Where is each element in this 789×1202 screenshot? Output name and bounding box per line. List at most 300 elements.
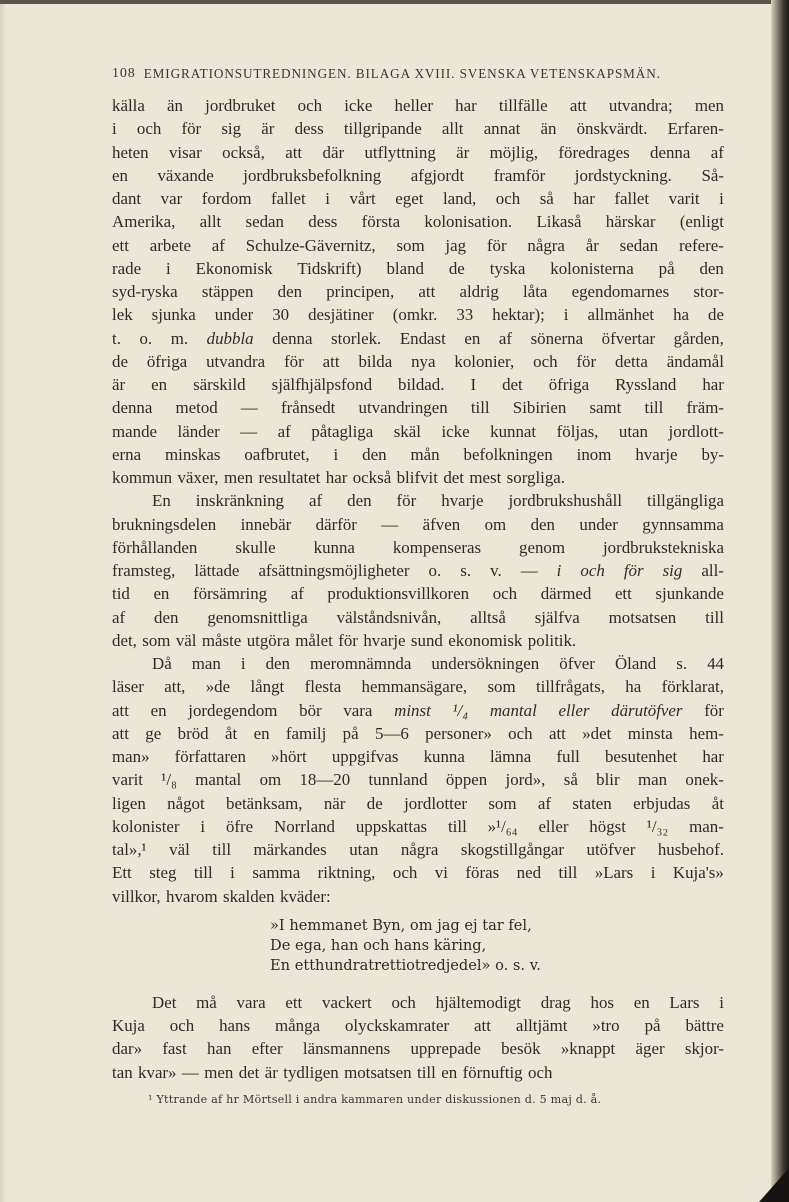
text-line xyxy=(112,350,724,373)
word: — xyxy=(240,421,258,441)
word: motsatsen xyxy=(608,607,677,627)
word: »de xyxy=(205,677,231,697)
word: varit xyxy=(668,189,700,208)
word: fordom xyxy=(201,189,252,208)
text-line xyxy=(112,489,724,512)
word: vackert xyxy=(322,992,372,1012)
word: tyska xyxy=(489,258,526,278)
word: de xyxy=(366,793,383,813)
word: på xyxy=(644,1016,661,1035)
word: och xyxy=(528,1062,553,1082)
word: af xyxy=(498,328,512,348)
word: att xyxy=(569,96,587,115)
word: dar» xyxy=(112,1039,143,1059)
word: hvarje xyxy=(363,630,406,650)
word: tid xyxy=(112,584,130,604)
word: hvarje xyxy=(635,444,678,464)
word: eller xyxy=(538,816,569,836)
word: gynnsamma xyxy=(642,514,724,534)
word: i xyxy=(230,863,235,883)
word: en xyxy=(464,328,481,348)
word: stor- xyxy=(693,282,724,301)
word: samma xyxy=(252,863,301,883)
word: länder xyxy=(177,421,220,441)
running-header xyxy=(112,60,724,82)
word: föredrages xyxy=(558,142,630,162)
word: länsmannens xyxy=(302,1039,391,1059)
word: jordegendom xyxy=(188,700,278,720)
word: den xyxy=(362,444,387,464)
word: fallet xyxy=(271,189,306,208)
text-line xyxy=(112,466,724,489)
word: gården, xyxy=(673,328,724,348)
word: Tidskrift) xyxy=(297,258,362,278)
word: af xyxy=(112,607,126,627)
word: En xyxy=(152,491,171,511)
word: den xyxy=(265,654,290,673)
word: fast xyxy=(162,1039,187,1059)
text-line xyxy=(112,303,724,326)
word: är xyxy=(456,142,470,162)
word: mest xyxy=(469,468,502,487)
word: något xyxy=(167,793,205,813)
text-line xyxy=(112,1061,724,1084)
word: jordlotter xyxy=(404,793,467,813)
word: detta xyxy=(615,351,648,371)
word: betänksam, xyxy=(226,793,303,813)
word: möjlig, xyxy=(489,142,538,162)
word: och xyxy=(508,723,533,743)
word: det xyxy=(238,1062,260,1082)
word: i xyxy=(333,444,339,464)
word: inom xyxy=(576,444,612,464)
word: villkor, xyxy=(112,886,161,906)
text-line xyxy=(112,396,724,419)
word: den xyxy=(277,282,303,301)
word: öfriga xyxy=(146,351,188,371)
word: tydligen xyxy=(283,1062,339,1082)
word: steg xyxy=(149,863,177,883)
word: sjunkande xyxy=(655,584,724,604)
word: hvarje xyxy=(441,491,484,511)
text-line xyxy=(112,861,724,884)
word: familj xyxy=(285,723,327,743)
word: minst xyxy=(394,700,431,720)
word: Norrland xyxy=(274,816,335,836)
word: Så- xyxy=(701,165,724,185)
word: hem- xyxy=(689,723,724,743)
word: utgöra xyxy=(246,630,290,650)
word: öfre xyxy=(225,816,254,836)
word: eller xyxy=(558,700,590,720)
word: tan xyxy=(112,1062,133,1082)
word: man xyxy=(637,770,668,790)
text-line xyxy=(112,420,724,443)
text-line xyxy=(112,768,724,791)
word: sedan xyxy=(619,235,659,255)
word: erbjudas xyxy=(633,793,691,813)
word: »hört xyxy=(271,747,307,766)
word: desjätiner xyxy=(308,305,374,325)
book-page xyxy=(112,60,724,1106)
word: mån xyxy=(410,444,440,464)
word: kolonier, xyxy=(454,351,515,371)
word: än xyxy=(540,119,557,139)
word: by- xyxy=(701,444,724,464)
word: att xyxy=(322,351,340,371)
word: land, xyxy=(442,189,477,208)
word: denna xyxy=(112,398,153,418)
word: om xyxy=(484,514,507,534)
word: att xyxy=(548,723,566,743)
word: kunna xyxy=(423,747,465,766)
word: för xyxy=(284,351,304,371)
word: bör xyxy=(299,700,322,720)
word: växer, xyxy=(177,468,219,487)
word: i xyxy=(165,258,171,278)
word: »¹/₆₄ xyxy=(487,816,518,836)
word: jag xyxy=(445,235,467,255)
word: — xyxy=(520,561,538,580)
verse-line: De ega, han och hans käring, xyxy=(270,936,487,954)
word: ned xyxy=(516,863,542,883)
word: denna xyxy=(650,142,691,162)
word: riktning, xyxy=(317,863,376,883)
word: därför xyxy=(315,514,357,534)
verse-line: »I hemmanet Byn, om jag ej tar fel, xyxy=(270,916,532,934)
word: i xyxy=(556,561,562,580)
word: det xyxy=(502,375,523,394)
word: bildad. xyxy=(398,375,445,394)
word: bilda xyxy=(358,351,393,371)
word: där xyxy=(322,142,345,162)
word: o. xyxy=(428,561,442,580)
word: meromnämnda xyxy=(310,654,412,673)
word: Ryssland xyxy=(615,375,677,394)
word: sjunka xyxy=(151,305,196,325)
word: att xyxy=(418,282,436,301)
book-spine-shadow xyxy=(771,0,789,1202)
text-line xyxy=(112,210,724,233)
text-line xyxy=(112,141,724,164)
word: jordbruksbefolkning xyxy=(243,165,382,185)
word: I xyxy=(470,375,477,394)
word: de xyxy=(112,351,128,371)
word: i xyxy=(650,863,656,883)
word: när xyxy=(323,793,346,813)
word: år xyxy=(585,235,599,255)
word: befolkningen xyxy=(463,444,553,464)
word: några xyxy=(527,235,565,255)
word: må xyxy=(196,992,217,1012)
text-line xyxy=(112,675,724,698)
word: storlek. xyxy=(331,328,382,348)
word: hvarom xyxy=(166,886,218,906)
word: vara xyxy=(236,992,266,1012)
word: kolonisterna xyxy=(550,258,634,278)
word: men xyxy=(223,468,254,487)
word: af xyxy=(710,142,724,162)
word: som xyxy=(396,235,425,255)
text-line xyxy=(112,257,724,280)
verse-line: En etthundratrettiotredjedel» o. s. v. xyxy=(270,956,541,974)
word: väl xyxy=(175,630,197,650)
word: också, xyxy=(222,142,265,162)
word: den xyxy=(699,258,724,278)
word: för xyxy=(704,700,724,720)
word: upprepade xyxy=(410,1039,481,1059)
word: källa xyxy=(112,96,145,115)
word: efter xyxy=(251,1039,283,1059)
word: önskvärdt. xyxy=(576,119,648,139)
word: besutenhet xyxy=(604,747,678,766)
word: en xyxy=(441,1062,458,1082)
word: några xyxy=(400,840,439,859)
word: framsteg, xyxy=(112,561,176,580)
word: af xyxy=(211,235,225,255)
word: att xyxy=(285,142,303,162)
word: som xyxy=(142,630,171,650)
word: öfver xyxy=(559,654,595,673)
word: af xyxy=(537,793,551,813)
word: ekonomisk xyxy=(448,630,523,650)
word: äfven xyxy=(422,514,461,534)
word: uppgifvas xyxy=(331,747,399,766)
text-line xyxy=(112,327,724,350)
word: den xyxy=(530,514,555,534)
word: all- xyxy=(701,561,724,580)
word: för xyxy=(486,235,507,255)
word: märkandes xyxy=(253,840,327,859)
word: har xyxy=(702,747,724,766)
word: han xyxy=(207,1039,232,1059)
footnote: ¹ Yttrande af hr Mörtsell i andra kammaren under diskussionen d. 5 maj d. å. xyxy=(148,1092,602,1106)
word: staten xyxy=(572,793,612,813)
word: olyckskamrater xyxy=(344,1016,450,1035)
text-line xyxy=(112,652,724,675)
word: att xyxy=(112,700,129,720)
word: till xyxy=(644,398,664,418)
word: är xyxy=(264,1062,278,1082)
word: kompenseras xyxy=(392,537,482,557)
word: man xyxy=(191,654,221,673)
word: genom xyxy=(519,537,565,557)
text-line xyxy=(112,234,724,257)
word: försämring xyxy=(192,584,268,604)
word: icke xyxy=(344,96,373,115)
word: eget xyxy=(395,189,424,208)
word: som xyxy=(487,677,516,697)
word: jordbrukstekniska xyxy=(602,537,724,557)
word: (omkr. xyxy=(392,305,438,325)
word: till xyxy=(470,398,490,418)
word: åt xyxy=(224,723,238,743)
word: Kuja's» xyxy=(672,863,724,883)
word: har xyxy=(573,189,595,208)
text-line xyxy=(112,187,724,210)
word: har xyxy=(455,96,477,115)
word: alltjämt xyxy=(515,1016,568,1035)
word: m. xyxy=(170,328,189,348)
text-line xyxy=(112,606,724,629)
word: egendomarnes xyxy=(571,282,670,301)
word: har xyxy=(325,468,348,487)
word: ändamål xyxy=(666,351,724,371)
word: läser xyxy=(112,677,144,697)
word: till xyxy=(417,1062,436,1082)
word: ett xyxy=(614,584,632,604)
word: i xyxy=(563,305,569,325)
word: afsättningsmöjligheter xyxy=(258,561,410,580)
word: 18—20 xyxy=(299,770,351,790)
word: skäl xyxy=(393,421,421,441)
word: på xyxy=(658,258,675,278)
word: följas, xyxy=(556,421,599,441)
text-line xyxy=(112,991,724,1014)
word: lek xyxy=(112,305,133,325)
word: Likaså xyxy=(536,212,582,232)
word: mantal xyxy=(195,770,242,790)
word: »Lars xyxy=(594,863,634,883)
word: öfriga xyxy=(548,375,590,394)
text-line xyxy=(112,629,724,652)
word: en xyxy=(112,165,128,185)
word: resultatet xyxy=(258,468,321,487)
word: ett xyxy=(285,992,303,1012)
word: den xyxy=(347,491,372,511)
word: Erfaren- xyxy=(667,119,724,139)
word: personer» xyxy=(425,723,492,743)
word: af xyxy=(290,584,304,604)
word: för xyxy=(338,630,358,650)
word: Kuja xyxy=(112,1016,145,1035)
word: Öland xyxy=(614,654,657,673)
word: till xyxy=(212,840,232,859)
word: heten xyxy=(112,142,149,162)
word: flesta xyxy=(304,677,342,697)
word: de xyxy=(448,258,465,278)
word: husbehof. xyxy=(657,840,724,859)
word: uppskattas xyxy=(355,816,428,836)
word: sig xyxy=(221,119,242,139)
word: skjor- xyxy=(684,1039,724,1059)
word: förnuftig xyxy=(462,1062,523,1082)
word: jordbruket xyxy=(205,96,276,115)
word: väl xyxy=(169,840,190,859)
word: att xyxy=(112,723,129,743)
word: mantal xyxy=(489,700,537,720)
word: på xyxy=(342,723,359,743)
word: förhållanden xyxy=(112,537,198,557)
word: hans xyxy=(219,1016,251,1035)
word: skalden xyxy=(223,886,275,906)
word: hjältemodigt xyxy=(435,992,521,1012)
word: och xyxy=(492,584,518,604)
word: inskränkning xyxy=(195,491,284,511)
word: ha xyxy=(625,677,642,697)
word: en xyxy=(253,723,270,743)
word: stäppen xyxy=(201,282,254,301)
word: äger xyxy=(635,1039,665,1059)
word: — xyxy=(240,398,258,418)
word: allmänhet xyxy=(587,305,655,325)
word: låta xyxy=(523,282,548,301)
word: Ett xyxy=(112,863,132,883)
word: undersökningen xyxy=(431,654,540,673)
word: blir xyxy=(596,770,620,790)
word: produktionsvillkoren xyxy=(327,584,470,604)
text-line xyxy=(112,94,724,117)
word: högst xyxy=(589,816,626,836)
word: »knappt xyxy=(560,1039,616,1059)
word: utan xyxy=(618,421,648,441)
word: ha xyxy=(673,305,690,325)
word: föras xyxy=(465,863,500,883)
word: lämna xyxy=(489,747,532,766)
page-left-edge xyxy=(0,0,6,1202)
text-line xyxy=(112,815,724,838)
word: författaren xyxy=(174,747,246,766)
word: en xyxy=(150,700,167,720)
word: jord», xyxy=(505,770,546,790)
word: nya xyxy=(411,351,436,371)
word: och xyxy=(495,189,521,208)
word: sönerna xyxy=(530,328,584,348)
word: en xyxy=(151,375,168,394)
word: s. xyxy=(460,561,472,580)
word: och xyxy=(297,96,323,115)
word: öppen xyxy=(445,770,488,790)
word: vi xyxy=(434,863,448,883)
word: 30 xyxy=(272,305,290,325)
word: vårt xyxy=(349,189,376,208)
word: är xyxy=(112,375,126,394)
word: politik. xyxy=(527,630,577,650)
word: sedan xyxy=(245,212,284,232)
word: man- xyxy=(689,816,724,836)
word: — xyxy=(381,514,399,534)
word: därutöfver xyxy=(611,700,683,720)
word: många xyxy=(275,1016,321,1035)
scan-corner-shadow xyxy=(759,1168,789,1202)
word: också xyxy=(352,468,392,487)
word: principen, xyxy=(326,282,395,301)
verse-quote xyxy=(270,916,724,976)
word: jordlott- xyxy=(668,421,724,441)
word: men xyxy=(204,1062,234,1082)
text-line xyxy=(112,722,724,745)
word: och xyxy=(169,1016,195,1035)
word: påtagliga xyxy=(311,421,374,441)
word: välståndsnivån, xyxy=(336,607,442,627)
word: metod xyxy=(175,398,218,418)
word: Det xyxy=(152,992,177,1012)
word: skulle xyxy=(235,537,276,557)
text-line xyxy=(112,582,724,605)
word: måste xyxy=(201,630,242,650)
word: 44 xyxy=(707,654,724,673)
word: blifvit xyxy=(396,468,438,487)
word: onek- xyxy=(685,770,724,790)
word: till xyxy=(705,607,724,627)
word: och xyxy=(392,863,418,883)
word: kväder: xyxy=(280,886,331,906)
word: under xyxy=(579,514,618,534)
word: för xyxy=(576,351,597,371)
word: utvandra; xyxy=(608,96,673,115)
word: ett xyxy=(112,235,129,255)
word: varit xyxy=(112,770,143,790)
